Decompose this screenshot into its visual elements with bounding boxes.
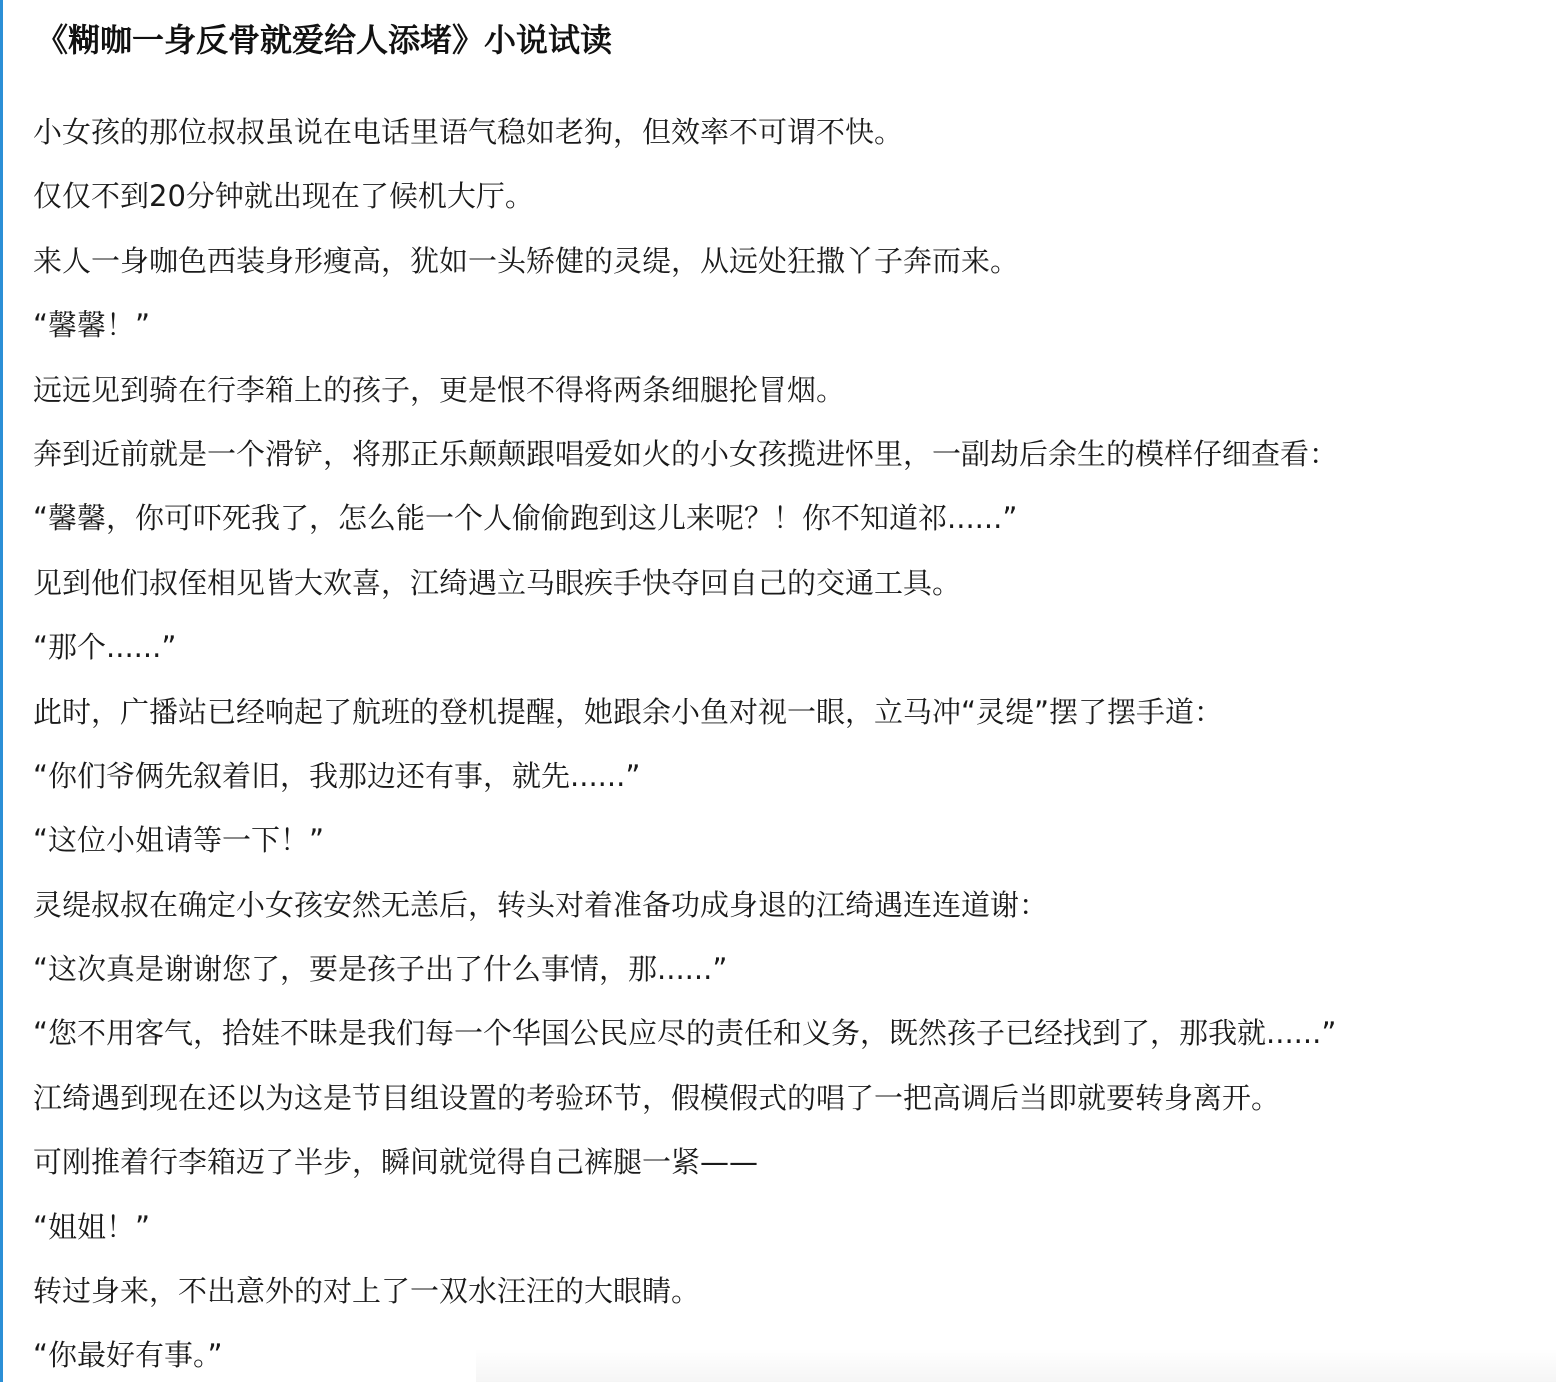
- paragraph: 远远见到骑在行李箱上的孩子，更是恨不得将两条细腿抡冒烟。: [33, 372, 846, 407]
- paragraph: 奔到近前就是一个滑铲，将那正乐颠颠跟唱爱如火的小女孩揽进怀里，一副劫后余生的模样仔细查看：: [33, 436, 1339, 471]
- paragraph: 可刚推着行李箱迈了半步，瞬间就觉得自己裤腿一紧——: [33, 1145, 759, 1180]
- paragraph: 灵缇叔叔在确定小女孩安然无恙后，转头对着准备功成身退的江绮遇连连道谢：: [33, 887, 1049, 922]
- article-body: [33, 100, 1543, 1388]
- paragraph: 转过身来，不出意外的对上了一双水汪汪的大眼睛。: [33, 1274, 701, 1309]
- paragraph: “你最好有事。”: [33, 1338, 223, 1373]
- paragraph: “那个......”: [33, 630, 177, 665]
- left-accent-rule: [0, 0, 3, 1382]
- paragraph: “姐姐！”: [33, 1209, 151, 1244]
- paragraph: 来人一身咖色西装身形瘦高，犹如一头矫健的灵缇，从远处狂撒丫子奔而来。: [33, 243, 1020, 278]
- paragraph: “这位小姐请等一下！”: [33, 823, 325, 858]
- paragraph: 小女孩的那位叔叔虽说在电话里语气稳如老狗，但效率不可谓不快。: [33, 115, 904, 149]
- paragraph: “这次真是谢谢您了，要是孩子出了什么事情，那......”: [33, 952, 728, 987]
- paragraph: “您不用客气，拾娃不昧是我们每一个华国公民应尽的责任和义务，既然孩子已经找到了，那我就......”: [33, 1016, 1337, 1051]
- paragraph: “馨馨！”: [33, 308, 151, 343]
- paragraph: “馨馨，你可吓死我了，怎么能一个人偷偷跑到这儿来呢？！你不知道祁......”: [33, 501, 1018, 536]
- paragraph: 仅仅不到20分钟就出现在了候机大厅。: [33, 179, 534, 214]
- paragraph: “你们爷俩先叙着旧，我那边还有事，就先......”: [33, 758, 641, 793]
- paragraph: 此时，广播站已经响起了航班的登机提醒，她跟余小鱼对视一眼，立马冲“灵缇”摆了摆手道：: [33, 694, 1224, 729]
- paragraph: 江绮遇到现在还以为这是节目组设置的考验环节，假模假式的唱了一把高调后当即就要转身离开。: [33, 1080, 1281, 1115]
- paragraph: 见到他们叔侄相见皆大欢喜，江绮遇立马眼疾手快夺回自己的交通工具。: [33, 565, 962, 600]
- page-title: 《糊咖一身反骨就爱给人添堵》小说试读: [36, 21, 613, 59]
